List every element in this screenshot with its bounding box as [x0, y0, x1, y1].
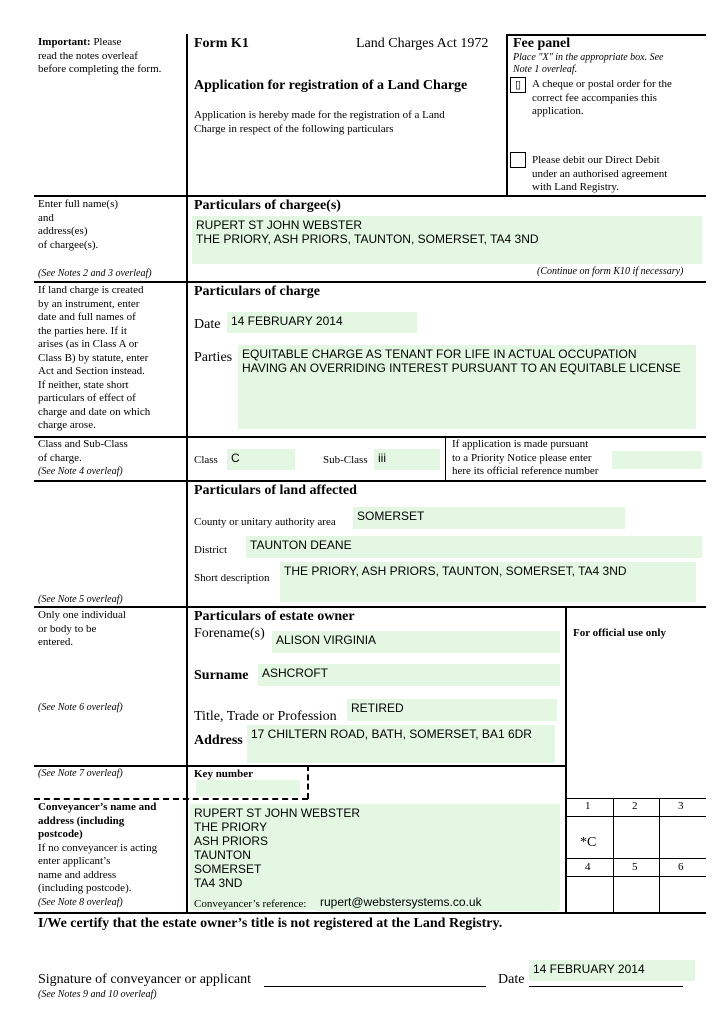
address-field[interactable]: 17 CHILTERN ROAD, BATH, SOMERSET, BA1 6DR: [247, 725, 555, 763]
conv-left-l6: name and address: [38, 868, 117, 881]
class-instructions: [38, 438, 128, 465]
charge-left-l8: If neither, state short: [38, 378, 129, 391]
fee-direct-debit-label: [532, 154, 667, 195]
conveyancer-reference-label: Conveyancer’s reference:: [194, 898, 307, 910]
chargee-note: (See Notes 2 and 3 overleaf): [38, 268, 152, 279]
key-number-field[interactable]: [196, 780, 300, 796]
priority-reference-field[interactable]: [612, 451, 702, 469]
footer-date-label: Date: [498, 972, 525, 987]
fee-opt2-l3: with Land Registry.: [532, 181, 619, 193]
priority-l2: to a Priority Notice please enter: [452, 451, 592, 464]
row-line-7: [34, 912, 706, 914]
surname-label: Surname: [194, 668, 249, 683]
conv-addr-l5: SOMERSET: [194, 862, 262, 876]
left-column-divider-lower: [186, 800, 188, 912]
row-line-3: [34, 436, 706, 438]
conv-left-l3: postcode): [38, 828, 83, 840]
charge-parties-field[interactable]: [238, 345, 696, 429]
important-l2: read the notes overleaf: [38, 49, 138, 62]
charge-parties-label: Parties: [194, 350, 233, 365]
conv-left-l2: address (including: [38, 814, 125, 827]
application-title: Application for registration of a Land Charge: [194, 78, 468, 93]
fee-cheque-label: [532, 78, 672, 119]
application-text-l2: Charge in respect of the following particulars: [194, 122, 394, 135]
certification-statement: I/We certify that the estate owner’s title is not registered at the Land Registry.: [38, 916, 503, 931]
conv-left-l1: Conveyancer’s name and: [38, 801, 157, 813]
conv-addr-l4: TAUNTON: [194, 848, 251, 862]
grid-cell-1: 1: [585, 800, 591, 812]
chargee-value-l2: THE PRIORY, ASH PRIORS, TAUNTON, SOMERSET, TA4 3ND: [196, 232, 539, 246]
charge-parties-l1: EQUITABLE CHARGE AS TENANT FOR LIFE IN ACTUAL OCCUPATION: [242, 347, 637, 361]
fee-cheque-checkbox[interactable]: ▯: [510, 77, 526, 93]
class-label: Class: [194, 454, 218, 466]
important-bold: Important:: [38, 36, 91, 48]
footer-date-line: [529, 986, 683, 987]
conveyancer-reference-field[interactable]: rupert@webstersystems.co.uk: [316, 893, 558, 911]
title-field[interactable]: RETIRED: [347, 699, 557, 721]
charge-date-label: Date: [194, 317, 221, 332]
key-number-label: Key number: [194, 768, 253, 780]
grid-col-2: [659, 798, 660, 912]
chargee-value-l1: RUPERT ST JOHN WEBSTER: [196, 218, 363, 232]
fee-opt1-l2: correct fee accompanies this: [532, 91, 657, 104]
signature-line[interactable]: [264, 986, 486, 987]
official-use-label: For official use only: [573, 627, 666, 639]
fee-direct-debit-checkbox[interactable]: [510, 152, 526, 168]
charge-heading: Particulars of charge: [194, 284, 320, 299]
charge-left-l11: charge arose.: [38, 419, 96, 431]
grid-line-c: [566, 876, 706, 877]
charge-date-field[interactable]: 14 FEBRUARY 2014: [227, 312, 417, 333]
fee-note-l1: Place "X" in the appropriate box. See: [513, 52, 664, 63]
owner-heading: Particulars of estate owner: [194, 609, 355, 624]
conveyancer-note: (See Note 8 overleaf): [38, 897, 123, 908]
county-field[interactable]: SOMERSET: [353, 507, 625, 529]
application-text: [194, 109, 445, 136]
important-l3: before completing the form.: [38, 63, 162, 75]
chargee-instructions: [38, 198, 118, 252]
priority-l1: If application is made pursuant: [452, 438, 589, 450]
signature-label: Signature of conveyancer or applicant: [38, 972, 252, 987]
conv-addr-l6: TA4 3ND: [194, 876, 243, 890]
grid-cell-5: 5: [632, 861, 638, 873]
subclass-field[interactable]: iii: [374, 449, 440, 470]
owner-note: (See Note 6 overleaf): [38, 702, 123, 713]
charge-left-l7: Act and Section instead.: [38, 365, 145, 377]
fee-opt1-l3: application.: [532, 105, 584, 117]
forename-field[interactable]: ALISON VIRGINIA: [272, 631, 560, 653]
footer-note: (See Notes 9 and 10 overleaf): [38, 989, 157, 1000]
grid-cell-2: 2: [632, 800, 638, 812]
charge-left-l4: the parties here. If it: [38, 324, 127, 337]
key-note: (See Note 7 overleaf): [38, 768, 123, 779]
chargee-left-l3: address(es): [38, 225, 88, 237]
fee-opt1-l1: A cheque or postal order for the: [532, 78, 672, 90]
row-line-4: [34, 480, 706, 482]
title-label: Title, Trade or Profession: [194, 709, 337, 724]
chargee-field[interactable]: [192, 216, 702, 264]
fee-opt2-l2: under an authorised agreement: [532, 167, 668, 180]
county-label: County or unitary authority area: [194, 516, 336, 528]
surname-field[interactable]: ASHCROFT: [258, 664, 560, 686]
chargee-left-l2: and: [38, 211, 54, 224]
application-text-l1: Application is hereby made for the registration of a Land: [194, 109, 445, 121]
form-title: Form K1: [194, 36, 249, 51]
land-heading: Particulars of land affected: [194, 483, 357, 498]
fee-panel-title: Fee panel: [513, 36, 571, 51]
chargee-left-l1: Enter full name(s): [38, 198, 119, 210]
left-column-divider: [186, 34, 188, 800]
forename-label: Forename(s): [194, 626, 265, 641]
grid-line-b: [566, 858, 706, 859]
district-label: District: [194, 544, 227, 556]
charge-left-l6: Class B) by statute, enter: [38, 351, 149, 364]
grid-cell-c: *C: [580, 835, 597, 850]
priority-notice-text: [452, 438, 598, 479]
grid-line-a: [566, 816, 706, 817]
owner-left-l1: Only one individual: [38, 609, 126, 621]
grid-cell-4: 4: [585, 861, 591, 873]
conv-addr-l1: RUPERT ST JOHN WEBSTER: [194, 806, 361, 820]
row-line-6: [34, 765, 566, 767]
fee-panel-divider: [506, 34, 508, 196]
conv-left-l4: If no conveyancer is acting: [38, 841, 158, 854]
row-line-1: [34, 195, 706, 197]
key-dashed-right: [307, 765, 309, 799]
owner-instructions: [38, 609, 126, 650]
charge-instructions: [38, 284, 150, 433]
fee-opt2-l1: Please debit our Direct Debit: [532, 154, 660, 166]
charge-left-l9: particulars of effect of: [38, 392, 136, 404]
charge-left-l2: by an instrument, enter: [38, 297, 140, 310]
class-field[interactable]: C: [227, 449, 295, 470]
priority-divider: [445, 436, 446, 480]
grid-col-1: [613, 798, 614, 912]
grid-cell-3: 3: [678, 800, 684, 812]
important-l1: Please: [90, 36, 122, 48]
address-label: Address: [194, 733, 243, 748]
charge-left-l10: charge and date on which: [38, 405, 151, 418]
row-line-2: [34, 281, 706, 283]
owner-left-l3: entered.: [38, 636, 74, 648]
owner-left-l2: or body to be: [38, 622, 97, 635]
chargee-continue-note: (Continue on form K10 if necessary): [537, 266, 684, 277]
priority-l3: here its official reference number: [452, 465, 599, 477]
official-divider: [565, 606, 567, 912]
description-field[interactable]: THE PRIORY, ASH PRIORS, TAUNTON, SOMERSET, TA4 3ND: [280, 562, 696, 602]
charge-left-l1: If land charge is created: [38, 284, 144, 296]
chargee-left-l4: of chargee(s).: [38, 238, 99, 251]
class-left-l2: of charge.: [38, 451, 82, 464]
subclass-label: Sub-Class: [323, 454, 368, 466]
grid-line-top: [566, 798, 706, 799]
conv-left-l7: (including postcode).: [38, 882, 132, 894]
row-line-5: [34, 606, 706, 608]
grid-cell-6: 6: [678, 861, 684, 873]
conv-addr-l2: THE PRIORY: [194, 820, 268, 834]
chargee-heading: Particulars of chargee(s): [194, 198, 341, 213]
description-label: Short description: [194, 572, 270, 584]
class-note: (See Note 4 overleaf): [38, 466, 123, 477]
fee-panel-note: [513, 52, 664, 76]
conv-addr-l3: ASH PRIORS: [194, 834, 269, 848]
fee-note-l2: Note 1 overleaf.: [513, 64, 578, 75]
charge-parties-l2: HAVING AN OVERRIDING INTEREST PURSUANT TO AN EQUITABLE LICENSE: [242, 361, 681, 375]
important-note: [38, 36, 183, 77]
charge-left-l5: arises (as in Class A or: [38, 338, 138, 350]
footer-date-field[interactable]: 14 FEBRUARY 2014: [529, 960, 695, 981]
class-left-l1: Class and Sub-Class: [38, 438, 128, 450]
land-note: (See Note 5 overleaf): [38, 594, 123, 605]
charge-left-l3: date and full names of: [38, 311, 136, 323]
district-field[interactable]: TAUNTON DEANE: [246, 536, 702, 558]
conveyancer-instructions: [38, 801, 157, 896]
key-dashed-bottom: [34, 798, 308, 800]
act-title: Land Charges Act 1972: [356, 36, 489, 51]
conv-left-l5: enter applicant’s: [38, 855, 111, 867]
